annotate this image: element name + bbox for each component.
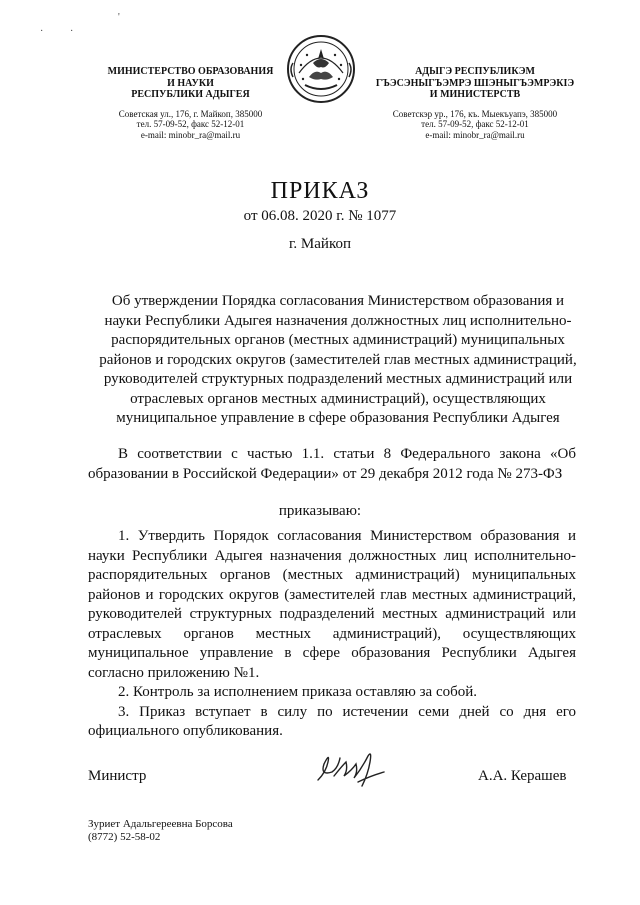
subject-line: науки Республики Адыгея назначения должностных лиц исполнительно- (104, 312, 572, 329)
org-name-ady (370, 66, 580, 101)
preamble: В соответствии с частью 1.1. статьи 8 Федерального закона «Об образовании в Российской Федерации» от 29 декабря 2012 года № 273-ФЗ (88, 446, 576, 482)
subject-line: руководителей структурных подразделений местных администраций или (103, 371, 573, 387)
scan-speck: ' (118, 12, 120, 23)
subject-line: отраслевых органов местных администраций), осуществляющих (130, 390, 546, 407)
order-item: 3. Приказ вступает в силу по истечении семи дней со дня его официального опубликования. (88, 703, 576, 739)
executor-name: Зуриет Адальгереевна Борсова (88, 818, 233, 830)
executor-info (88, 818, 233, 844)
contacts-ru (98, 109, 283, 141)
document-subject (88, 292, 588, 429)
address: Советскэр ур., 176, къ. Мыекъуапэ, 385000 (392, 108, 558, 119)
org-name-ru (98, 66, 283, 101)
coat-of-arms-emblem (285, 33, 357, 105)
handwritten-signature (312, 742, 392, 794)
org-line: ГЪЭСЭНЫГЪЭМРЭ ШIЭНЫГЪЭМРЭКIЭ (375, 77, 575, 89)
org-line: И МИНИСТЕРСТВ (429, 89, 521, 100)
scan-speck: · (70, 26, 74, 37)
header-left (98, 66, 283, 140)
signer-title: Министр (88, 768, 147, 784)
org-line: АДЫГЭ РЕСПУБЛИКЭМ (415, 66, 535, 77)
order-item: 2. Контроль за исполнением приказа оставляю за собой. (118, 684, 478, 700)
phone: тел. 57-09-52, факс 52-12-01 (136, 119, 245, 129)
email: e-mail: minobr_ra@mail.ru (140, 129, 241, 140)
subject-line: муниципальное управление в сфере образования Республики Адыгея (116, 410, 560, 426)
signer-name: А.А. Керашев (478, 768, 567, 784)
phone: тел. 57-09-52, факс 52-12-01 (421, 119, 529, 129)
document-city: г. Майкоп (288, 236, 352, 252)
org-line: МИНИСТЕРСТВО ОБРАЗОВАНИЯ (107, 66, 274, 77)
document-title: ПРИКАЗ (270, 178, 370, 204)
org-line: И НАУКИ (167, 77, 214, 89)
document-date-number: от 06.08. 2020 г. № 1077 (243, 208, 397, 224)
executor-phone: (8772) 52-58-02 (88, 831, 161, 843)
order-items (88, 527, 576, 742)
address: Советская ул., 176, г. Майкоп, 385000 (118, 108, 263, 119)
subject-line: распорядительных органов (местных администраций) муниципальных (111, 332, 565, 348)
order-item: 1. Утвердить Порядок согласования Министерством образования и науки Республики Адыгея назначения должностных лиц исполнительно-распорядительных органов (местных администраций) муниципальных районов и городских округов (заместителей глав местных администраций, руководителей структурных подразделений местных администраций или отраслевых органов местных администраций), осуществляющих муниципальное управление в сфере образования Республики Адыгея согласно приложению №1. (88, 528, 576, 681)
contacts-ady (370, 109, 580, 141)
email: e-mail: minobr_ra@mail.ru (425, 129, 525, 140)
scan-speck: · (40, 26, 44, 37)
org-line: РЕСПУБЛИКИ АДЫГЕЯ (131, 89, 250, 100)
subject-line: Об утверждении Порядка согласования Министерством образования и (111, 293, 565, 309)
header-right (370, 66, 580, 140)
decree-word: приказываю: (278, 503, 362, 519)
subject-line: районов и городских округов (заместителей глав местных администраций, (99, 351, 577, 368)
